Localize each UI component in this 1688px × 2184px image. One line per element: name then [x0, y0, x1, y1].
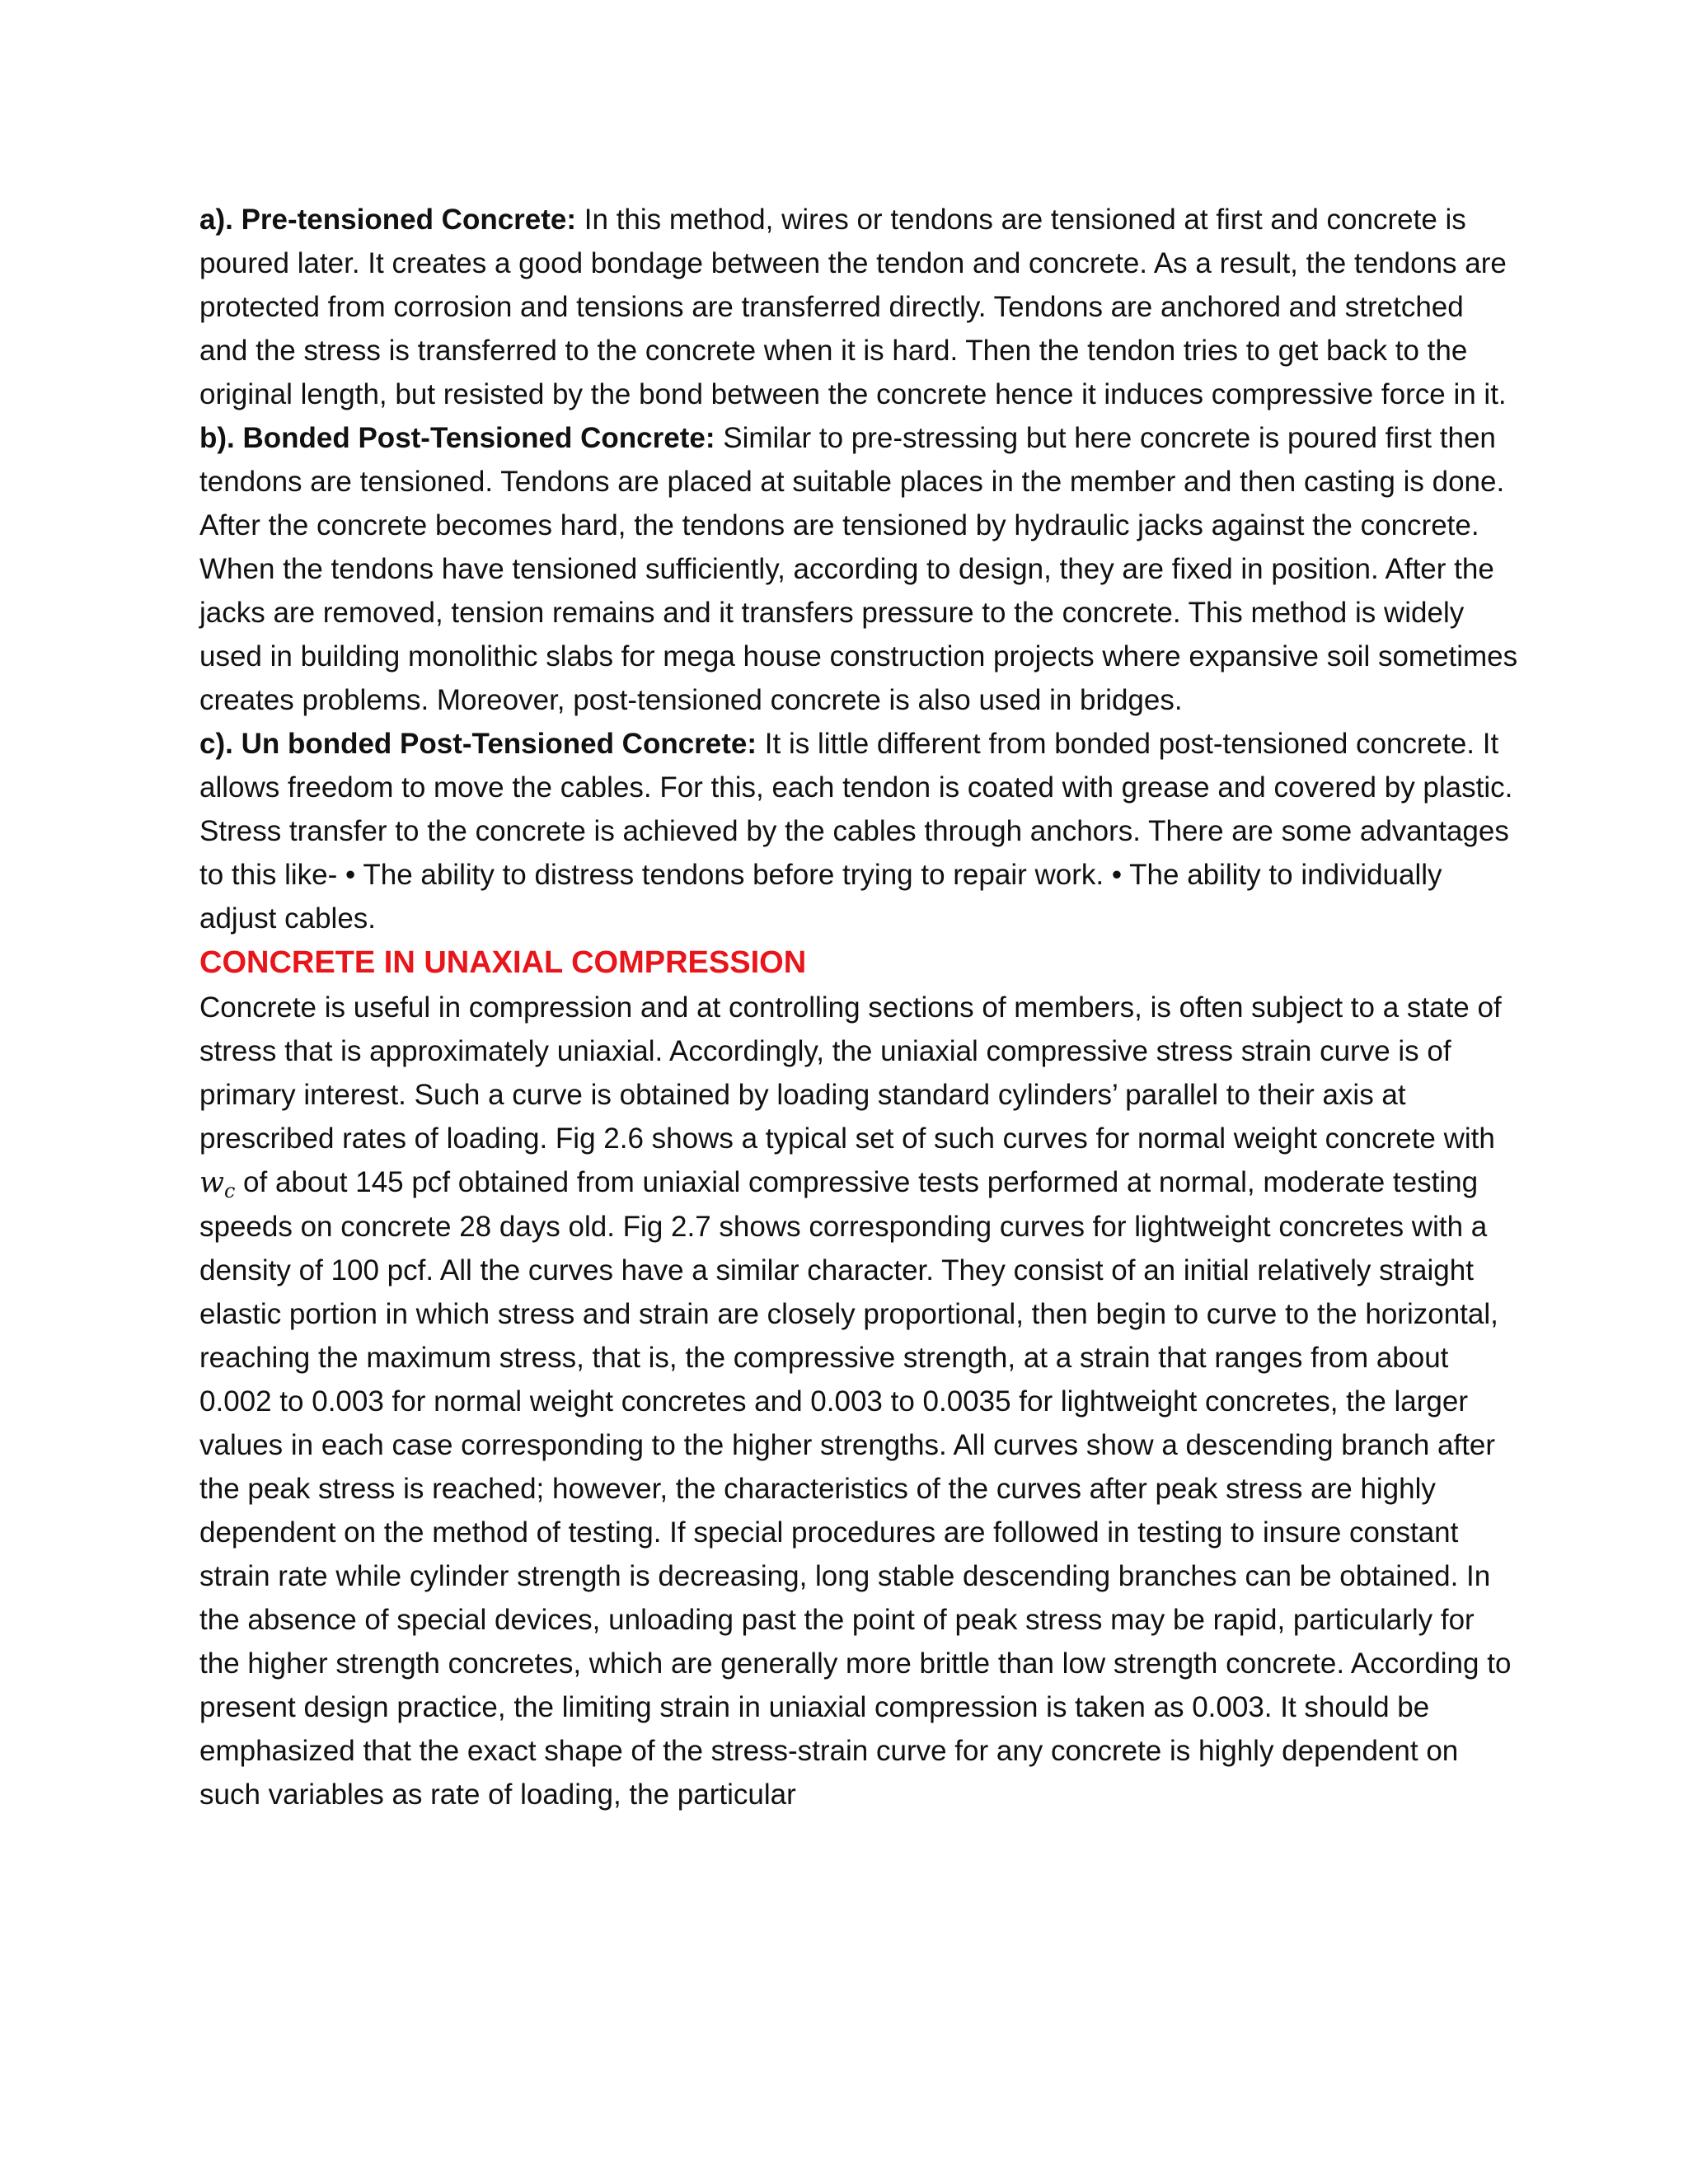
unit-weight-variable-subscript: c: [223, 1179, 236, 1203]
bonded-post-tensioned-lead: b). Bonded Post-Tensioned Concrete:: [199, 422, 715, 454]
document-page: [199, 198, 1518, 1816]
section-heading-uniaxial-compression: CONCRETE IN UNAXIAL COMPRESSION: [199, 945, 807, 980]
paragraph-uniaxial-compression: [199, 986, 1518, 1816]
pre-tensioned-body: In this method, wires or tendons are tensioned at first and concrete is poured later. It creates a good bondage between the tendon and concrete. As a result, the tendons are protected from corrosion and tensions are transferred directly. Tendons are anchored and stretched and the stress is transferred to the concrete when it is hard. Then the tendon tries to get back to the original length, but resisted by the bond between the concrete hence it induces compressive force in it.: [199, 204, 1507, 410]
uniaxial-body-part1: Concrete is useful in compression and at controlling sections of members, is often subject to a state of stress that is approximately uniaxial. Accordingly, the uniaxial compressive stress strain curve is of primary interest. Such a curve is obtained by loading standard cylinders’ parallel to their axis at prescribed rates of loading. Fig 2.6 shows a typical set of such curves for normal weight concrete with: [199, 991, 1502, 1155]
unbonded-post-tensioned-lead: c). Un bonded Post-Tensioned Concrete:: [199, 728, 757, 760]
paragraph-bonded-post-tensioned: [199, 416, 1518, 722]
unit-weight-variable-base: w: [199, 1166, 224, 1199]
pre-tensioned-lead: a). Pre-tensioned Concrete:: [199, 204, 577, 236]
unit-weight-variable: [199, 1166, 236, 1203]
uniaxial-body-part2: of about 145 pcf obtained from uniaxial compressive tests performed at normal, moderate testing speeds on concrete 28 days old. Fig 2.7 shows corresponding curves for lightweight concretes with a density of 100 pcf. All the curves have a similar character. They consist of an initial relatively straight elastic portion in which stress and strain are closely proportional, then begin to curve to the horizontal, reaching the maximum stress, that is, the compressive strength, at a strain that ranges from about 0.002 to 0.003 for normal weight concretes and 0.003 to 0.0035 for lightweight concretes, the larger values in each case corresponding to the higher strengths. All curves show a descending branch after the peak stress is reached; however, the characteristics of the curves after peak stress are highly dependent on the method of testing. If special procedures are followed in testing to insure constant strain rate while cylinder strength is decreasing, long stable descending branches can be obtained. In the absence of special devices, unloading past the point of peak stress may be rapid, particularly for the higher strength concretes, which are generally more brittle than low strength concrete. According to present design practice, the limiting strain in uniaxial compression is taken as 0.003. It should be emphasized that the exact shape of the stress-strain curve for any concrete is highly dependent on such variables as rate of loading, the particular: [199, 1166, 1512, 1811]
unbonded-post-tensioned-body: It is little different from bonded post-tensioned concrete. It allows freedom to move the cables. For this, each tendon is coated with grease and covered by plastic. Stress transfer to the concrete is achieved by the cables through anchors. There are some advantages to this like- • The ability to distress tendons before trying to repair work. • The ability to individually adjust cables.: [199, 728, 1513, 935]
paragraph-pre-tensioned: [199, 198, 1518, 416]
paragraph-unbonded-post-tensioned: [199, 722, 1518, 940]
bonded-post-tensioned-body: Similar to pre-stressing but here concrete is poured first then tendons are tensioned. Tendons are placed at suitable places in the member and then casting is done. After the concrete becomes hard, the tendons are tensioned by hydraulic jacks against the concrete. When the tendons have tensioned sufficiently, according to design, they are fixed in position. After the jacks are removed, tension remains and it transfers pressure to the concrete. This method is widely used in building monolithic slabs for mega house construction projects where expansive soil sometimes creates problems. Moreover, post-tensioned concrete is also used in bridges.: [199, 422, 1518, 716]
